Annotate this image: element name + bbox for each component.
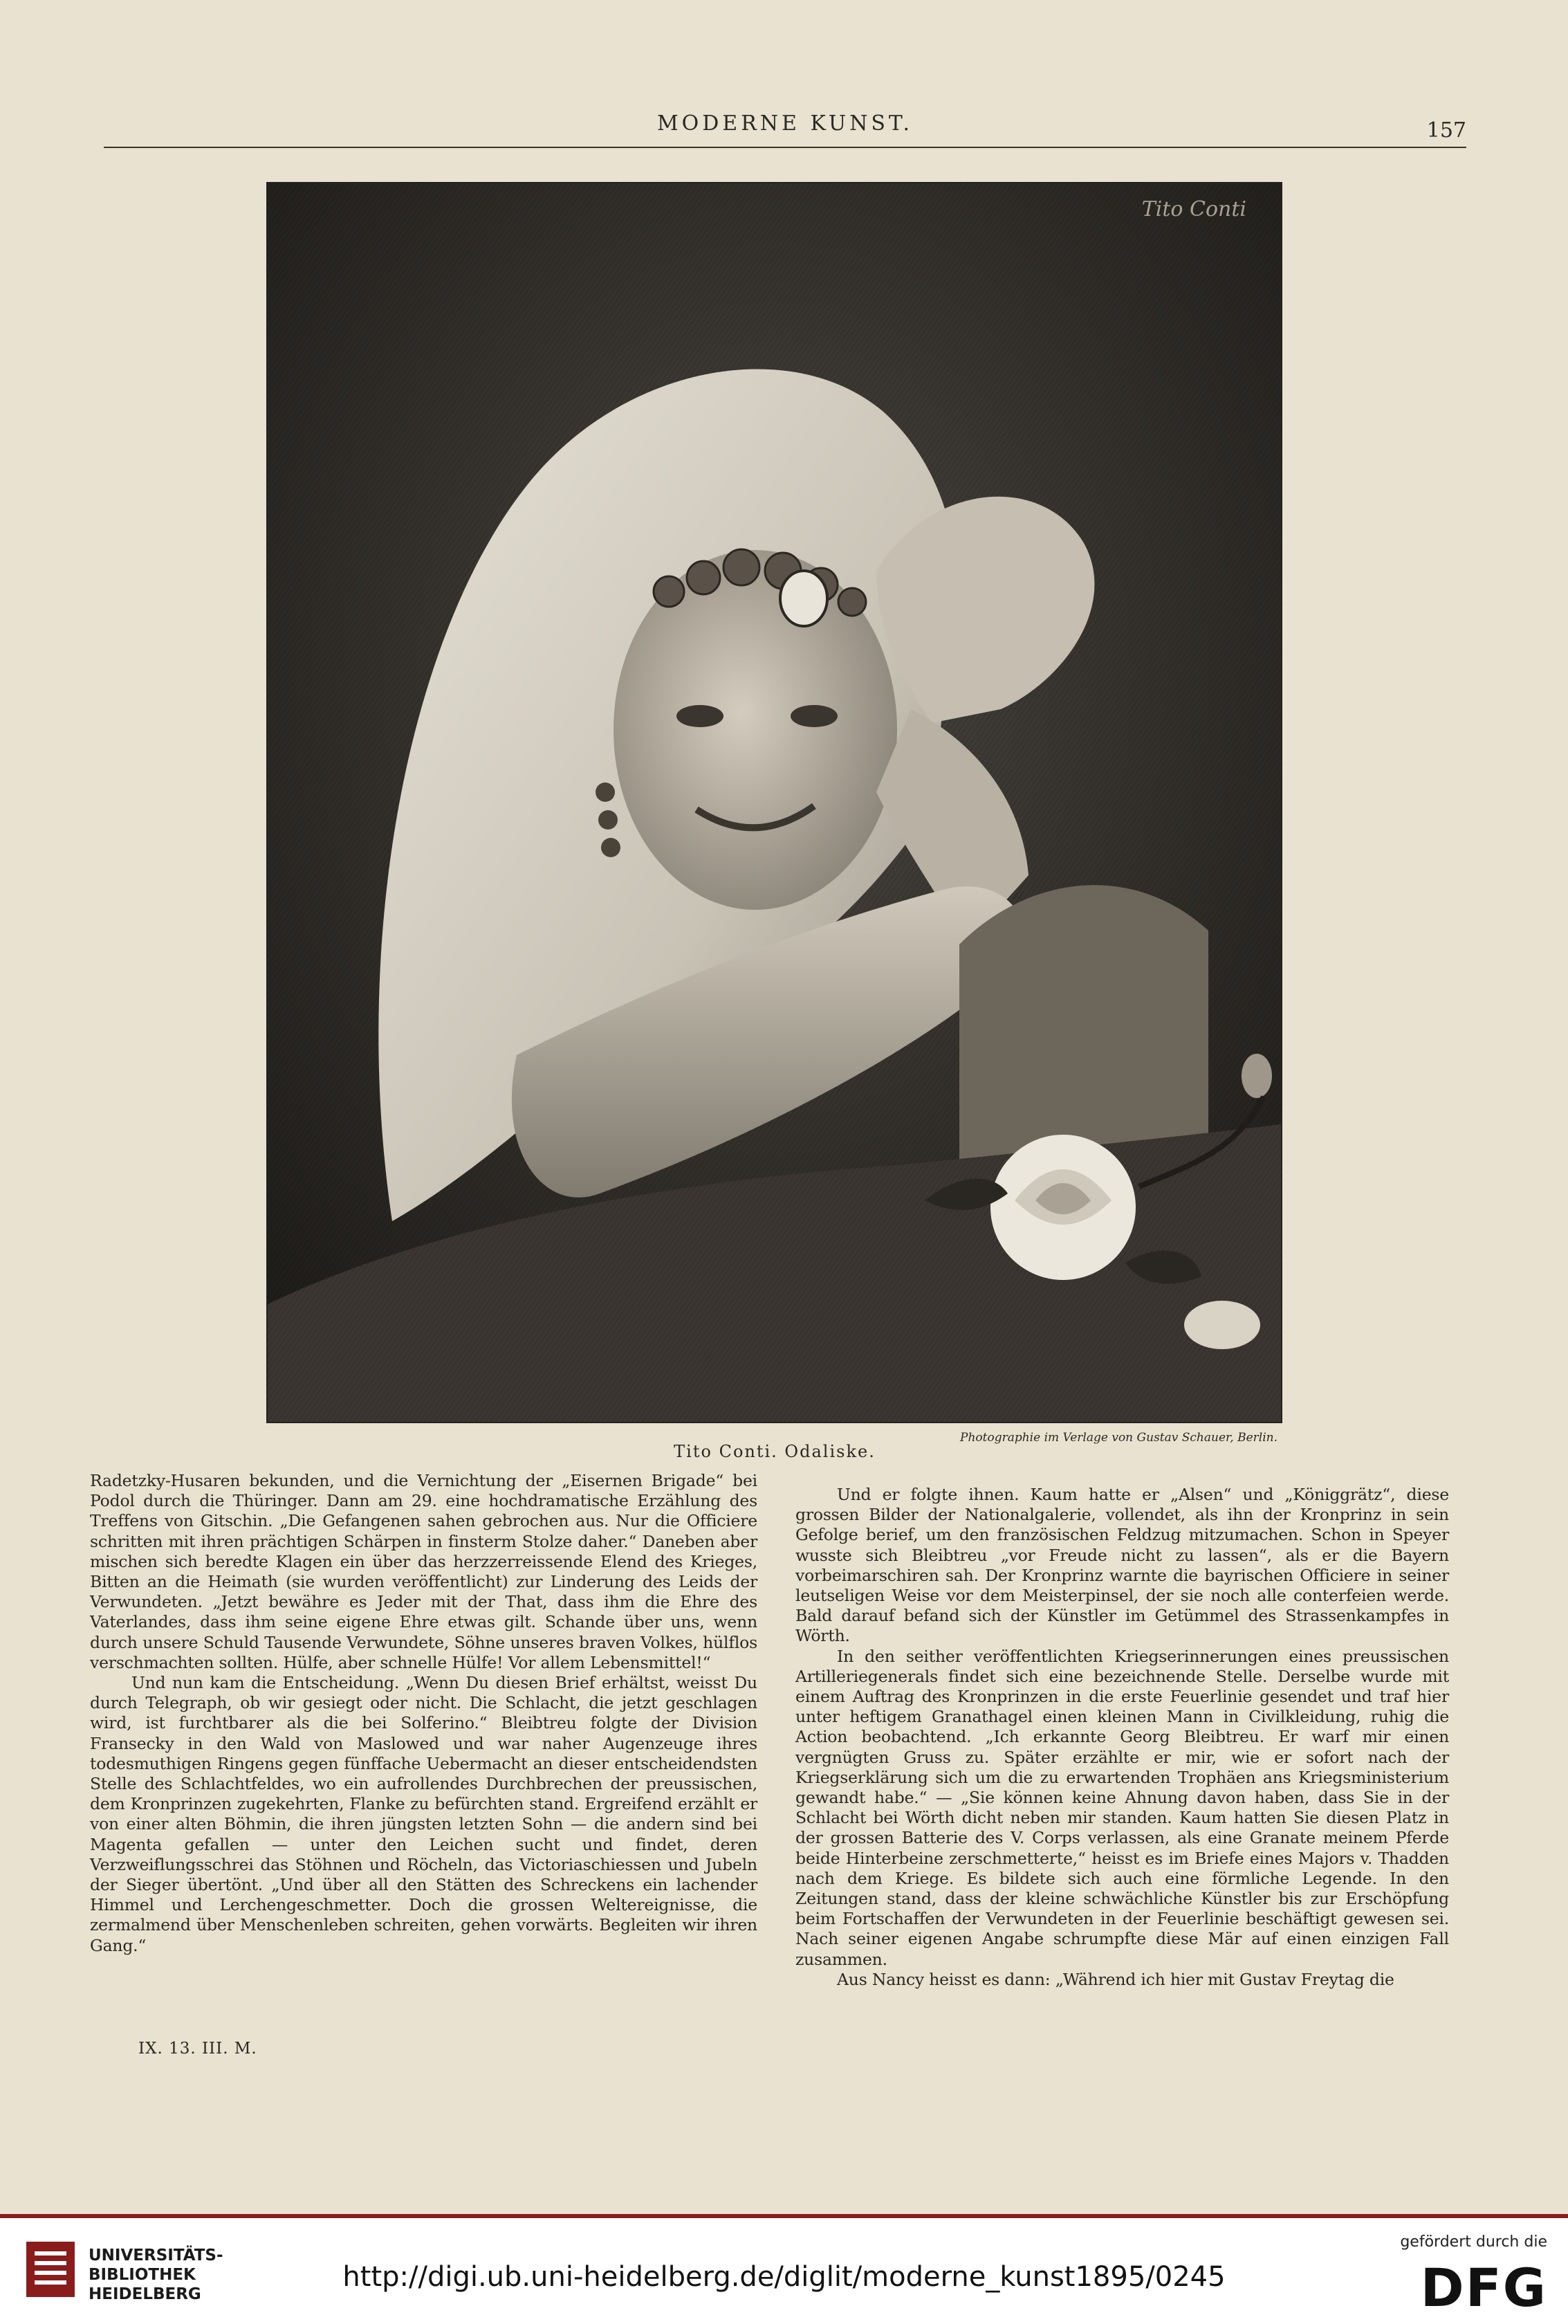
dfg-logo: DFG <box>1420 2257 1547 2318</box>
paragraph: Radetzky-Husaren bekunden, und die Vernichtung der „Eisernen Brigade“ bei Podol durch die Thüringer. Dann am 29. eine hochdramatische Erzählung des Treffens von Gitschin. „Die Gefangenen sahen gebrochen aus. Nur die Officiere schritten mit ihren prächtigen Schärpen in finsterm Stolze daher.“ Daneben aber mischen sich beredte Klagen ein über das herzzerreissende Elend des Krieges, Bitten an die Heimath (sie wurden veröffentlicht) zur Linderung des Leids der Verwundeten. „Jetzt bewähre es Jeder mit der That, dass ihm die Ehre des Vaterlandes, dass ihm seine eigene Ehre etwas gilt. Schande über uns, wenn durch unsere Schuld Tausende Verwundete, Söhne unseres braven Volkes, hülflos verschmachten sollten. Hülfe, aber schnelle Hülfe! Vor allem Lebensmittel!“ <box>90 1471 757 1672</box>
plate-caption: Tito Conti. Odaliske. <box>674 1442 876 1461</box>
sponsor-text: gefördert durch die <box>1400 2233 1547 2251</box>
paragraph: Aus Nancy heisst es dann: „Während ich hier mit Gustav Freytag die <box>837 1969 1394 1989</box>
photo-credit: Photographie im Verlage von Gustav Schauer, Berlin. <box>960 1431 1278 1445</box>
odalisque-engraving <box>268 183 1281 1422</box>
page-number: 157 <box>1426 118 1466 143</box>
paragraph: Und nun kam die Entscheidung. „Wenn Du diesen Brief erhältst, weisst Du durch Telegraph, ob wir gesiegt oder nicht. Die Schlacht, die jetzt geschlagen wird, ist furchtbarer als die bei Solferino.“ Bleibtreu folgte der Division Fransecky in den Wald von Maslowed und war naher Augenzeuge ihres todesmuthigen Ringens gegen fünffache Uebermacht an dieser entscheidendsten Stelle des Schlachtfeldes, wo ein aufrollendes Durchbrechen der preussischen, dem Kronprinzen zugekehrten, Flanke zu befürchten stand. Ergreifend erzählt er von einer alten Böhmin, die ihren jüngsten letzten Sohn — die andern sind bei Magenta gefallen — unter den Leichen sucht und findet, deren Verzweiflungsschrei das Stöhnen und Röcheln, das Victoriaschiessen und Jubeln der Sieger übertönt. „Und über all den Stätten des Schreckens ein lachender Himmel und Lerchengeschmetter. Doch die grossen Weltereignisse, die zermalmend über Menschenleben schreiten, gehen vorwärts. Begleiten wir ihren Gang.“ <box>90 1673 757 1955</box>
source-url-link[interactable]: http://digi.ub.uni-heidelberg.de/diglit/moderne_kunst1895/0245 <box>342 2261 1226 2293</box>
paragraph: Und er folgte ihnen. Kaum hatte er „Alsen“ und „Königgrätz“, diese grossen Bilder der Nationalgalerie, vollendet, als ihn der Kronprinz in sein Gefolge berief, um den französischen Feldzug mitzumachen. Schon in Speyer wusste sich Bleibtreu „vor Freude nicht zu lassen“, als er die Bayern vorbeimarschiren sah. Der Kronprinz warnte die bayrischen Officiere in seiner leutseligen Weise vor dem Meisterpinsel, der sie noch alle conterfeien werde. Bald darauf befand sich der Künstler im Getümmel des Strassenkampfes in Wörth. <box>795 1485 1449 1646</box>
digitization-footer <box>0 2214 1568 2324</box>
artist-signature: Tito Conti <box>1141 197 1246 221</box>
footer-accent-line <box>0 2214 1568 2218</box>
running-head <box>104 107 1466 149</box>
signature-mark: IX. 13. III. M. <box>138 2040 257 2058</box>
library-name: UNIVERSITÄTS- BIBLIOTHEK HEIDELBERG <box>89 2247 223 2303</box>
header-rule <box>104 147 1466 148</box>
text-column-left <box>90 1471 757 1956</box>
engraving-plate <box>266 182 1282 1423</box>
text-column-right <box>795 1485 1449 1990</box>
running-title: MODERNE KUNST. <box>656 111 914 136</box>
paragraph: In den seither veröffentlichten Kriegserinnerungen eines preussischen Artilleriegenerals findet sich eine bezeichnende Stelle. Derselbe wurde mit einem Auftrag des Kronprinzen in die erste Feuerlinie gesendet und traf hier unter heftigem Granathagel einen kleinen Mann in Civilkleidung, ruhig die Action beobachtend. „Ich erkannte Georg Bleibtreu. Er warf mir einen vergnügten Gruss zu. Später erzählte er mir, wie er sofort nach der Kriegserklärung sich um die zu erwartenden Trophäen ans Kriegsministerium gewandt habe.“ — „Sie können keine Ahnung davon haben, dass Sie in der Schlacht bei Wörth dicht neben mir standen. Kaum hatten Sie diesen Platz in der grossen Batterie des V. Corps verlassen, als eine Granate meinem Pferde beide Hinterbeine zerschmetterte,“ heisst es im Briefe eines Majors v. Thadden nach dem Kriege. Es bildete sich auch eine förmliche Legende. In den Zeitungen stand, dass der kleine schwächliche Künstler bis zur Erschöpfung beim Fortschaffen der Verwundeten in der Feuerlinie beschäftigt gewesen sei. Nach seiner eigenen Angabe schrumpfte diese Mär auf einen einzigen Fall zusammen. <box>795 1646 1449 1969</box>
